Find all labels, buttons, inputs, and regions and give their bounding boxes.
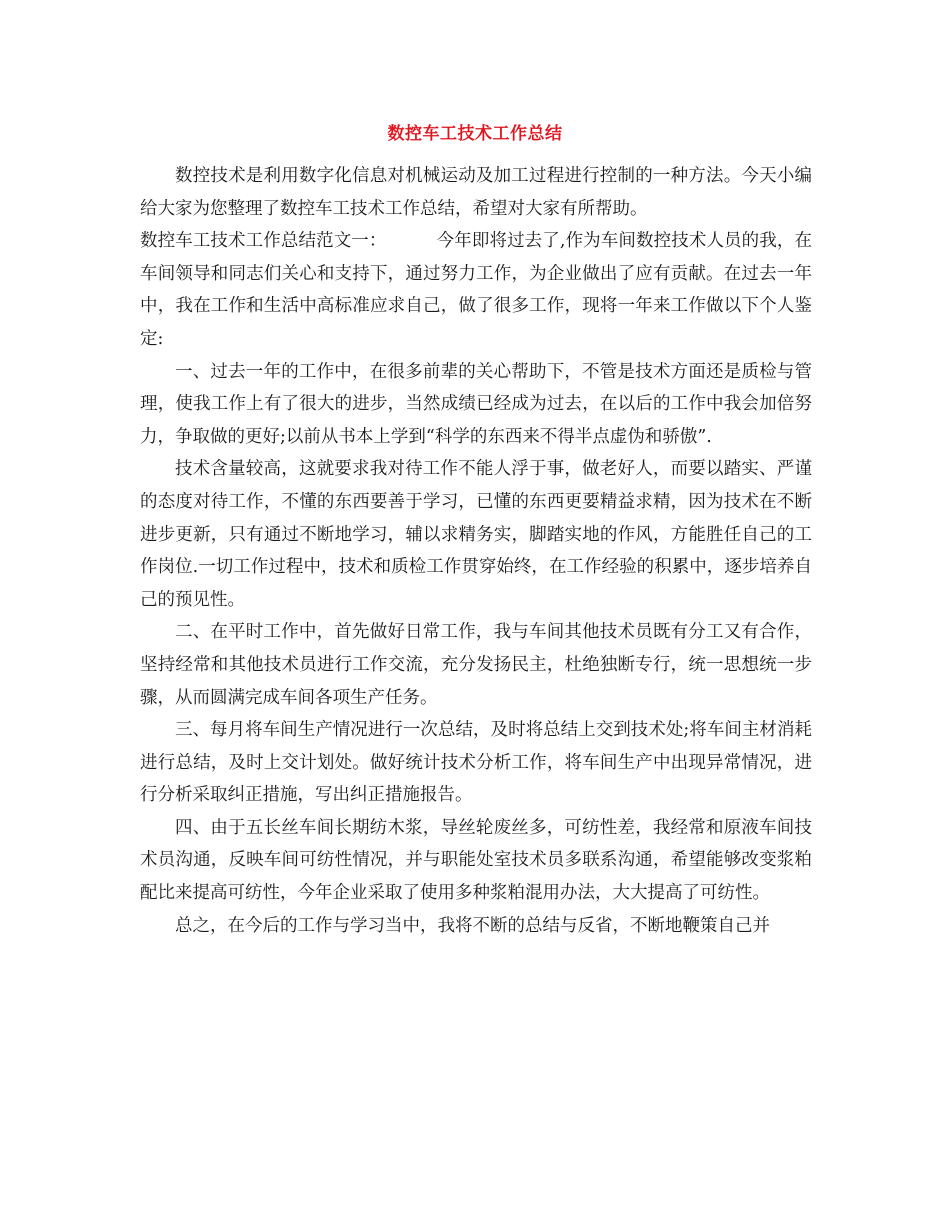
document-body <box>140 160 812 942</box>
paragraph-5: 四、由于五长丝车间长期纺木浆，导丝轮废丝多，可纺性差，我经常和原液车间技术员沟通，反映车间可纺性情况，并与职能处室技术员多联系沟通，希望能够改变浆粕配比来提高可纺性，今年企业采取了使用多种浆粕混用办法，大大提高了可纺性。 <box>140 817 812 904</box>
paragraph-1: 一、过去一年的工作中，在很多前辈的关心帮助下，不管是技术方面还是质检与管理，使我工作上有了很大的进步，当然成绩已经成为过去，在以后的工作中我会加倍努力，争取做的更好;以前从书本上学到“科学的东西来不得半点虚伪和骄傲”. <box>140 361 812 447</box>
sample-paragraph <box>140 225 812 355</box>
intro-paragraph: 数控技术是利用数字化信息对机械运动及加工过程进行控制的一种方法。今天小编给大家为您整理了数控车工技术工作总结，希望对大家有所帮助。 <box>140 166 812 219</box>
document-title: 数控车工技术工作总结 <box>387 124 563 144</box>
sample-heading: 数控车工技术工作总结范文一： <box>140 231 387 252</box>
paragraph-4: 三、每月将车间生产情况进行一次总结，及时将总结上交到技术处;将车间主材消耗进行总结，及时上交计划处。做好统计技术分析工作，将车间生产中出现异常情况，进行分析采取纠正措施，写出纠正措施报告。 <box>140 720 812 806</box>
paragraph-3: 二、在平时工作中，首先做好日常工作，我与车间其他技术员既有分工又有合作，坚持经常和其他技术员进行工作交流，充分发扬民主，杜绝独断专行，统一思想统一步骤，从而圆满完成车间各项生产任务。 <box>140 622 812 708</box>
paragraph-6: 总之，在今后的工作与学习当中，我将不断的总结与反省，不断地鞭策自己并 <box>175 915 770 936</box>
paragraph-2: 技术含量较高，这就要求我对待工作不能人浮于事，做老好人，而要以踏实、严谨的态度对待工作，不懂的东西要善于学习，已懂的东西更要精益求精，因为技术在不断进步更新，只有通过不断地学习，辅以求精务实，脚踏实地的作风，方能胜任自己的工作岗位.一切工作过程中，技术和质检工作贯穿始终，在工作经验的积累中，逐步培养自己的预见性。 <box>140 459 812 610</box>
sample-first-text: 今年即将过去了,作为车间数控技术人员的我，在车间领导和同志们关心和支持下，通过努力工作，为企业做出了应有贡献。在过去一年中，我在工作和生活中高标准应求自己，做了很多工作，现将一年来工作做以下个人鉴定: <box>140 231 812 349</box>
